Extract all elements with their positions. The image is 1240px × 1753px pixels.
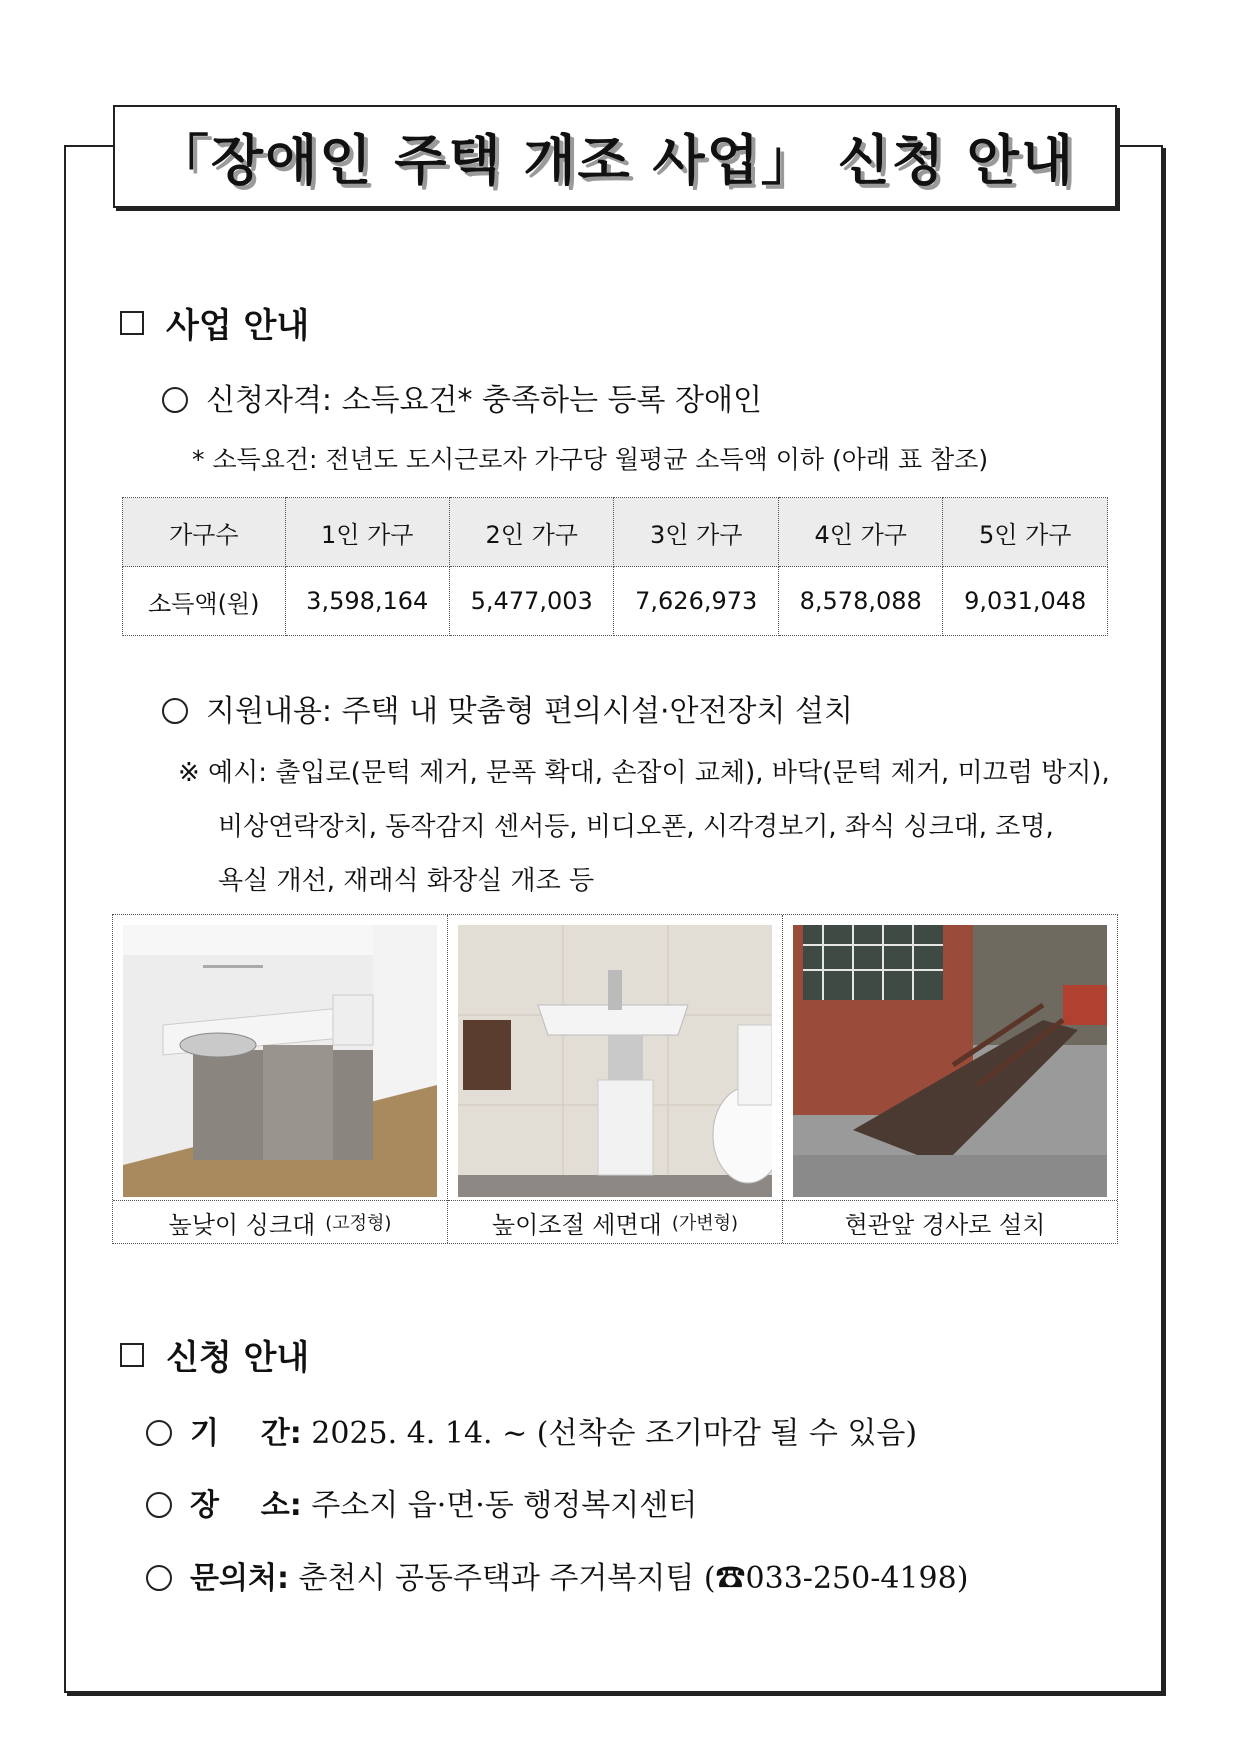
- period-line: [146, 1408, 917, 1452]
- photo-caption: [448, 1200, 782, 1243]
- section-business-heading: 사업 안내: [166, 306, 310, 346]
- period-text: 2025. 4. 14. ~ (선착순 조기마감 될 수 있음): [311, 1416, 918, 1451]
- example-line-2: 비상연락장치, 동작감지 센서등, 비디오폰, 시각경보기, 좌식 싱크대, 조명,: [218, 812, 1054, 842]
- table-cell: 소득액(원): [123, 567, 286, 636]
- caption-sub: (고정형): [325, 1213, 392, 1234]
- eligibility-label: 신청자격:: [206, 383, 333, 418]
- eligibility-text: 소득요건* 충족하는 등록 장애인: [341, 383, 762, 418]
- table-header-cell: 4인 가구: [778, 498, 942, 567]
- table-cell: 9,031,048: [943, 567, 1108, 636]
- place-label: 장 소:: [190, 1488, 302, 1523]
- support-line: [162, 686, 853, 730]
- table-header-cell: 5인 가구: [943, 498, 1108, 567]
- ramp-photo: [793, 925, 1107, 1197]
- sink-photo: [123, 925, 437, 1197]
- phone-icon: ☎: [715, 1561, 746, 1596]
- circle-bullet-icon: [162, 698, 188, 724]
- period-label: 기 간:: [190, 1416, 302, 1451]
- title-box: [113, 105, 1117, 208]
- caption-main: 높낮이 싱크대: [168, 1210, 316, 1239]
- example-line-3: 욕실 개선, 재래식 화장실 개조 등: [218, 866, 595, 896]
- table-cell: 3,598,164: [285, 567, 449, 636]
- photo-cell-sink: [113, 915, 448, 1243]
- caption-main: 현관앞 경사로 설치: [844, 1210, 1046, 1239]
- table-row: [123, 567, 1108, 636]
- table-header-cell: 2인 가구: [450, 498, 614, 567]
- section-application: [120, 1330, 309, 1379]
- phone-number[interactable]: 033-250-4198: [745, 1561, 957, 1596]
- page-title: 「장애인 주택 개조 사업」 신청 안내: [154, 129, 1076, 192]
- table-header-cell: 가구수: [123, 498, 286, 567]
- place-line: [146, 1480, 697, 1524]
- contact-text: 춘천시 공동주택과 주거복지팀 (: [298, 1561, 716, 1596]
- square-bullet-icon: [120, 311, 144, 335]
- contact-line: [146, 1553, 968, 1597]
- circle-bullet-icon: [162, 387, 188, 413]
- contact-close: ): [956, 1561, 969, 1596]
- photo-cell-washbasin: [448, 915, 783, 1243]
- contact-label: 문의처:: [190, 1561, 289, 1596]
- photo-caption: [783, 1200, 1117, 1243]
- table-header-cell: 1인 가구: [285, 498, 449, 567]
- support-text: 주택 내 맞춤형 편의시설·안전장치 설치: [341, 694, 853, 729]
- washbasin-photo: [458, 925, 772, 1197]
- table-cell: 8,578,088: [778, 567, 942, 636]
- square-bullet-icon: [120, 1343, 144, 1367]
- circle-bullet-icon: [146, 1420, 172, 1446]
- photo-table: [112, 914, 1118, 1244]
- table-cell: 5,477,003: [450, 567, 614, 636]
- photo-cell-ramp: [783, 915, 1117, 1243]
- caption-sub: (가변형): [671, 1213, 739, 1234]
- photo-caption: [113, 1200, 447, 1243]
- place-text: 주소지 읍·면·동 행정복지센터: [311, 1488, 698, 1523]
- circle-bullet-icon: [146, 1492, 172, 1518]
- table-header-row: [123, 498, 1108, 567]
- section-application-heading: 신청 안내: [166, 1338, 310, 1378]
- caption-main: 높이조절 세면대: [491, 1210, 662, 1239]
- eligibility-line: [162, 375, 762, 419]
- table-header-cell: 3인 가구: [614, 498, 778, 567]
- income-note: * 소득요건: 전년도 도시근로자 가구당 월평균 소득액 이하 (아래 표 참조): [192, 445, 989, 474]
- example-line-1: ※ 예시: 출입로(문턱 제거, 문폭 확대, 손잡이 교체), 바닥(문턱 제거, 미끄럼 방지),: [178, 758, 1110, 788]
- section-business: [120, 298, 309, 347]
- circle-bullet-icon: [146, 1565, 172, 1591]
- table-cell: 7,626,973: [614, 567, 778, 636]
- income-table: [122, 497, 1108, 636]
- support-label: 지원내용:: [206, 694, 333, 729]
